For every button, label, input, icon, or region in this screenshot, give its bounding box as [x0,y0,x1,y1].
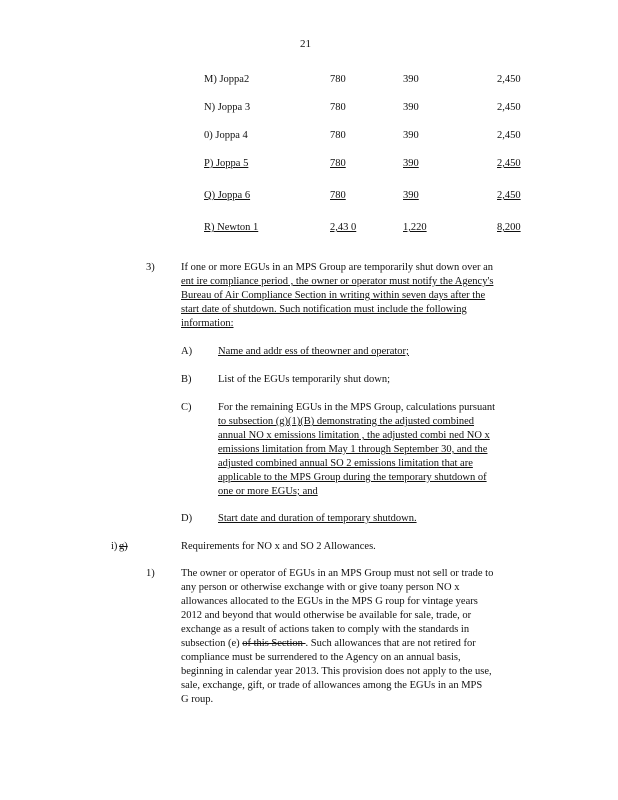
paragraph-line: information: [181,318,234,329]
unit-label: M) Joppa2 [204,74,250,85]
line-part: . Such allowances that are not retired for [305,638,476,649]
paragraph-line: exchange as a result of actions taken to comply with the standards in [181,624,470,635]
section-label-new: i) [111,541,118,552]
value-col1: 780 [330,74,346,85]
line-part: subsection (e) [181,638,243,649]
value-col2: 390 [403,102,419,113]
paragraph-number: 3) [146,262,155,273]
paragraph-line: start date of shutdown. Such notification must include the following [181,304,467,315]
value-col2: 390 [403,130,419,141]
item-line: applicable to the MPS Group during the temporary shutdown of [218,472,487,483]
unit-label: N) Joppa 3 [204,102,251,113]
value-col1: 780 [330,102,346,113]
paragraph-line: compliance must be surrendered to the Agency on an annual basis, [181,652,461,663]
unit-label: 0) Joppa 4 [204,130,248,141]
item-text: List of the EGUs temporarily shut down; [218,374,391,385]
value-col3: 2,450 [497,74,521,85]
item-line: to subsection (g)(1)(B) demonstrating the adjusted combined [218,416,475,427]
item-label: C) [181,402,192,413]
value-col3: 2,450 [497,158,521,169]
item-line: emissions limitation from May 1 through September 30, and the [218,444,488,455]
value-col1: 2,43 0 [330,222,357,233]
paragraph-line: The owner or operator of EGUs in an MPS Group must not sell or trade to [181,568,494,579]
item-label: B) [181,374,192,385]
struck-text: of this Section [242,638,306,649]
value-col2: 390 [403,190,419,201]
value-col1: 780 [330,130,346,141]
paragraph-line: sale, exchange, gift, or trade of allowances among the EGUs in an MPS [181,680,483,691]
paragraph-line: allowances allocated to the EGUs in the MPS G roup for vintage years [181,596,478,607]
unit-label: R) Newton 1 [204,222,259,233]
value-col1: 780 [330,190,346,201]
item-label: D) [181,513,193,524]
paragraph-line: ent ire compliance period , the owner or operator must notify the Agency's [181,276,494,287]
value-col2: 1,220 [403,222,427,233]
paragraph-line: beginning in calendar year 2013. This provision does not apply to the use, [181,666,492,677]
item-text: Start date and duration of temporary shutdown. [218,513,417,524]
value-col2: 390 [403,158,419,169]
paragraph-line: If one or more EGUs in an MPS Group are temporarily shut down over an [181,262,494,273]
paragraph-line: Bureau of Air Compliance Section in writing within seven days after the [181,290,486,301]
unit-label: P) Joppa 5 [204,158,249,169]
page-number: 21 [300,38,311,50]
section-label-old: g) [119,541,128,552]
paragraph-line: G roup. [181,694,214,705]
value-col2: 390 [403,74,419,85]
value-col3: 8,200 [497,222,521,233]
item-line: annual NO x emissions limitation , the adjusted combi ned NO x [218,430,490,441]
paragraph-line: any person or otherwise exchange with or give toany person NO x [181,582,460,593]
value-col3: 2,450 [497,102,521,113]
paragraph-line: 2012 and beyond that would otherwise be available for sale, trade, or [181,610,472,621]
unit-label: Q) Joppa 6 [204,190,251,201]
value-col3: 2,450 [497,190,521,201]
value-col1: 780 [330,158,346,169]
item-line: For the remaining EGUs in the MPS Group, calculations pursuant [218,402,496,413]
section-heading: Requirements for NO x and SO 2 Allowances. [181,541,376,552]
item-line: one or more EGUs; and [218,486,318,497]
value-col3: 2,450 [497,130,521,141]
item-text: Name and addr ess of theowner and operator; [218,346,409,357]
item-line: adjusted combined annual SO 2 emissions limitation that are [218,458,473,469]
item-label: A) [181,346,193,357]
paragraph-number: 1) [146,568,155,579]
paragraph-line [181,638,476,649]
